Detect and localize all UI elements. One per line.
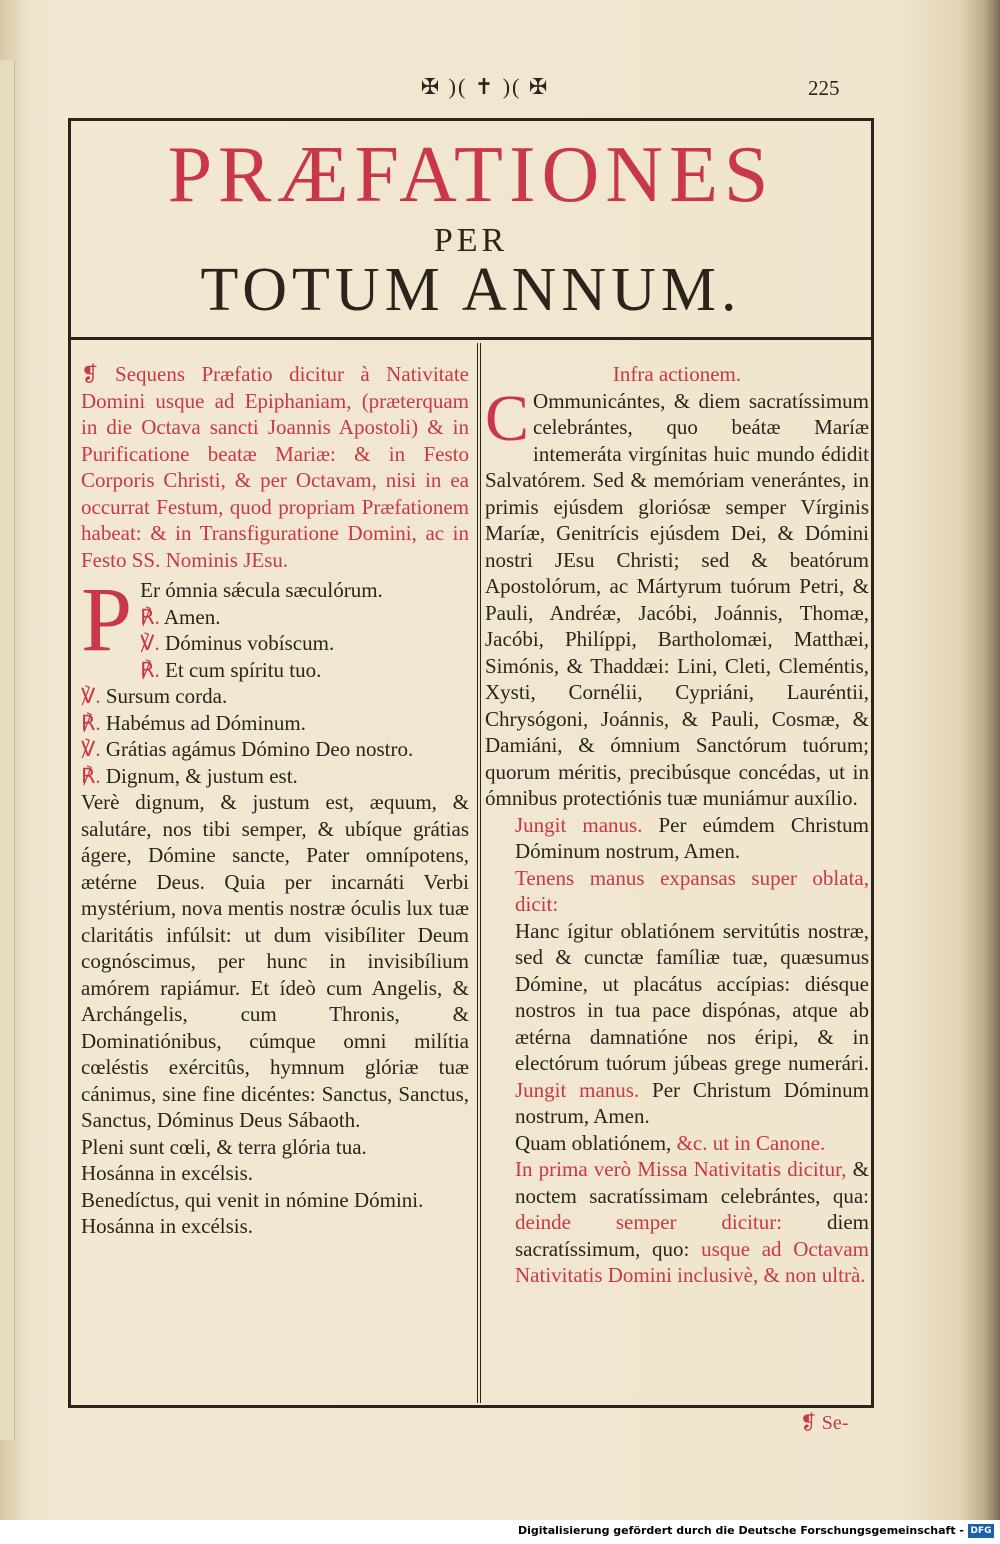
preface-opening [81,568,469,683]
page-number: 225 [808,76,840,100]
versicle-mark: ℣. [81,737,101,761]
sanctus-line: Pleni sunt cœli, & terra glória tua. [81,1134,367,1159]
opening-line [140,577,469,604]
response-text: Et cum spíritu tuo. [165,657,322,682]
response-line [140,604,469,631]
rubric-jungit: Jungit manus. [515,812,643,837]
jungit-text: Per eúmdem Christum Dóminum nostrum, Amen. [515,812,870,863]
dfg-logo: DFG [968,1524,994,1538]
section-heading: Infra actionem. [612,362,742,386]
header-ornament: ✠ )( ✝ )( ✠ [420,74,550,99]
communicantes-body: Ommunicántes, & diem sacratíssimum celebrántes, quo beátæ Maríæ intemeráta virgínitas huic mundo édidit Salvatórem. Sed & memóriam venerántes, in primis ejúsdem gloriósæ semper Vírginis Maríæ, Genitrícis ejúsdem Dei, & Dómini nostri JEsu Christi; sed & beatórum Apostolórum, ac Mártyrum tuórum Petri, & Pauli, Andréæ, Jacóbi, Joánnis, Thomæ, Jacóbi, Philíppi, Bartholomæi, Matthæi, Simónis, & Thaddæi: Lini, Cleti, Cleméntis, Xysti, Cornélii, Cypriáni, Lauréntii, Chrysógoni, Joánnis, & Pauli, Cosmæ, & Damiáni, & ómnium Sanctórum tuórum; quorum méritis, precibúsque concédas, ut in ómnibus protectiónis tuæ muniámur auxílio. [485,388,869,810]
adjacent-page-edge [0,60,15,1440]
jungit-text: Per Christum Dóminum nostrum, Amen. [515,1077,870,1128]
diem-text: diem sacratíssimum, quo: [515,1210,869,1261]
drop-cap-c: C [485,381,530,455]
drop-cap-p: P [81,568,133,670]
footer-bar [0,1520,1000,1544]
subtitle-per: PER [433,222,509,259]
sanctus-line: Hosánna in excélsis. [81,1214,254,1238]
opening-text: Er ómnia sǽcula sæculórum. [140,578,383,602]
column-divider [477,343,481,1403]
sanctus-line: Hosánna in excélsis. [81,1161,254,1185]
nativity-rubric [485,1156,869,1289]
page-title: PRÆFATIONES [167,131,775,219]
communicantes-text [485,381,869,812]
response-text: Amen. [163,604,221,629]
text-frame [68,118,874,1408]
footer-credit: Digitalisierung gefördert durch die Deutsche Forschungsgemeinschaft - [517,1524,964,1537]
noctem-text: & noctem sacratíssimam celebrántes, qua: [515,1157,869,1208]
subtitle-main: TOTUM ANNUM. [200,256,742,324]
dialogue-text: Dignum, & justum est. [105,763,298,788]
quam-text: Quam oblatiónem, [515,1130,672,1155]
rubric-canone: &c. ut in Canone. [676,1130,826,1155]
rubric-jungit: Jungit manus. [515,1077,640,1102]
quam-oblationem [485,1130,869,1157]
jungit-manus-1 [485,812,869,865]
preface-body: Verè dignum, & justum est, æquum, & salutáre, nos tibi semper, & ubíque grátias ágere, Dómine sancte, Pater omnípotens, ætérne Deus. Quia per incarnáti Verbi mystérium, nova mentis nostræ óculis lux tuæ claritátis infúlsit: ut dum visibíliter Deum cognóscimus, per hunc in invisibílium amórem rapiámur. Et ídeò cum Angelis, & Archángelis, cum Thronis, & Dominatiónibus, cúmque omni milítia cœléstis exércitûs, hymnum glóriæ tuæ cánimus, sine fine dicéntes: Sanctus, Sanctus, Sanctus, Dóminus Deus Sábaoth. [81,790,469,1132]
rubric-tenens: Tenens manus expansas super oblata, dicit: [515,865,869,916]
response-mark: ℟. [81,710,101,735]
catchword: ❡ Se- [800,1412,849,1434]
hanc-igitur [485,918,869,1130]
title-block [71,121,871,340]
sanctus-line: Benedíctus, qui venit in nómine Dómini. [81,1187,424,1212]
dialogue-line [81,763,469,790]
response-mark: ℟. [81,763,101,788]
rubric-deinde: deinde semper dicitur: [515,1210,783,1234]
dialogue-line [81,710,469,737]
versicle-line [140,630,469,657]
response-mark: ℟. [140,657,160,682]
versicle-text: Dóminus vobíscum. [165,631,335,655]
left-column [81,361,469,1240]
rubric-instructions: ❡ Sequens Præfatio dicitur à Nativitate Domini usque ad Epiphaniam, (præterquam in die Octava sancti Joannis Apostoli) & in Purificatione beatæ Mariæ: & in Festo Corporis Christi, & per Octavam, nisi in ea occurrat Festum, quod propriam Præfationem habeat: & in Transfiguratione Domini, ac in Festo SS. Nominis JEsu. [81,362,469,572]
rubric-usque: usque ad Octavam Nativitatis Domini inclusivè, & non ultrà. [515,1236,869,1287]
versicle-mark: ℣. [81,684,101,708]
right-column [485,361,869,1289]
dialogue-text: Sursum corda. [105,684,228,708]
hanc-text: Hanc ígitur oblatiónem servitútis nostræ, sed & cunctæ famíliæ tuæ, quæsumus Dómine, ut placátus accípias: diésque nostros in tua pace dispónas, atque ab ætérna damnatióne nos éripi, & in electórum tuórum júbeas grege numerári. [515,918,869,1075]
dialogue-text: Habémus ad Dóminum. [105,710,306,735]
dialogue-text: Grátias agámus Dómino Deo nostro. [105,737,414,761]
response-mark: ℟. [140,604,160,629]
dialogue-line [81,683,469,710]
response-line [140,657,469,684]
rubric-in-prima: In prima verò Missa Nativitatis dicitur, [515,1157,847,1181]
versicle-mark: ℣. [140,631,160,655]
dialogue-line [81,736,469,763]
